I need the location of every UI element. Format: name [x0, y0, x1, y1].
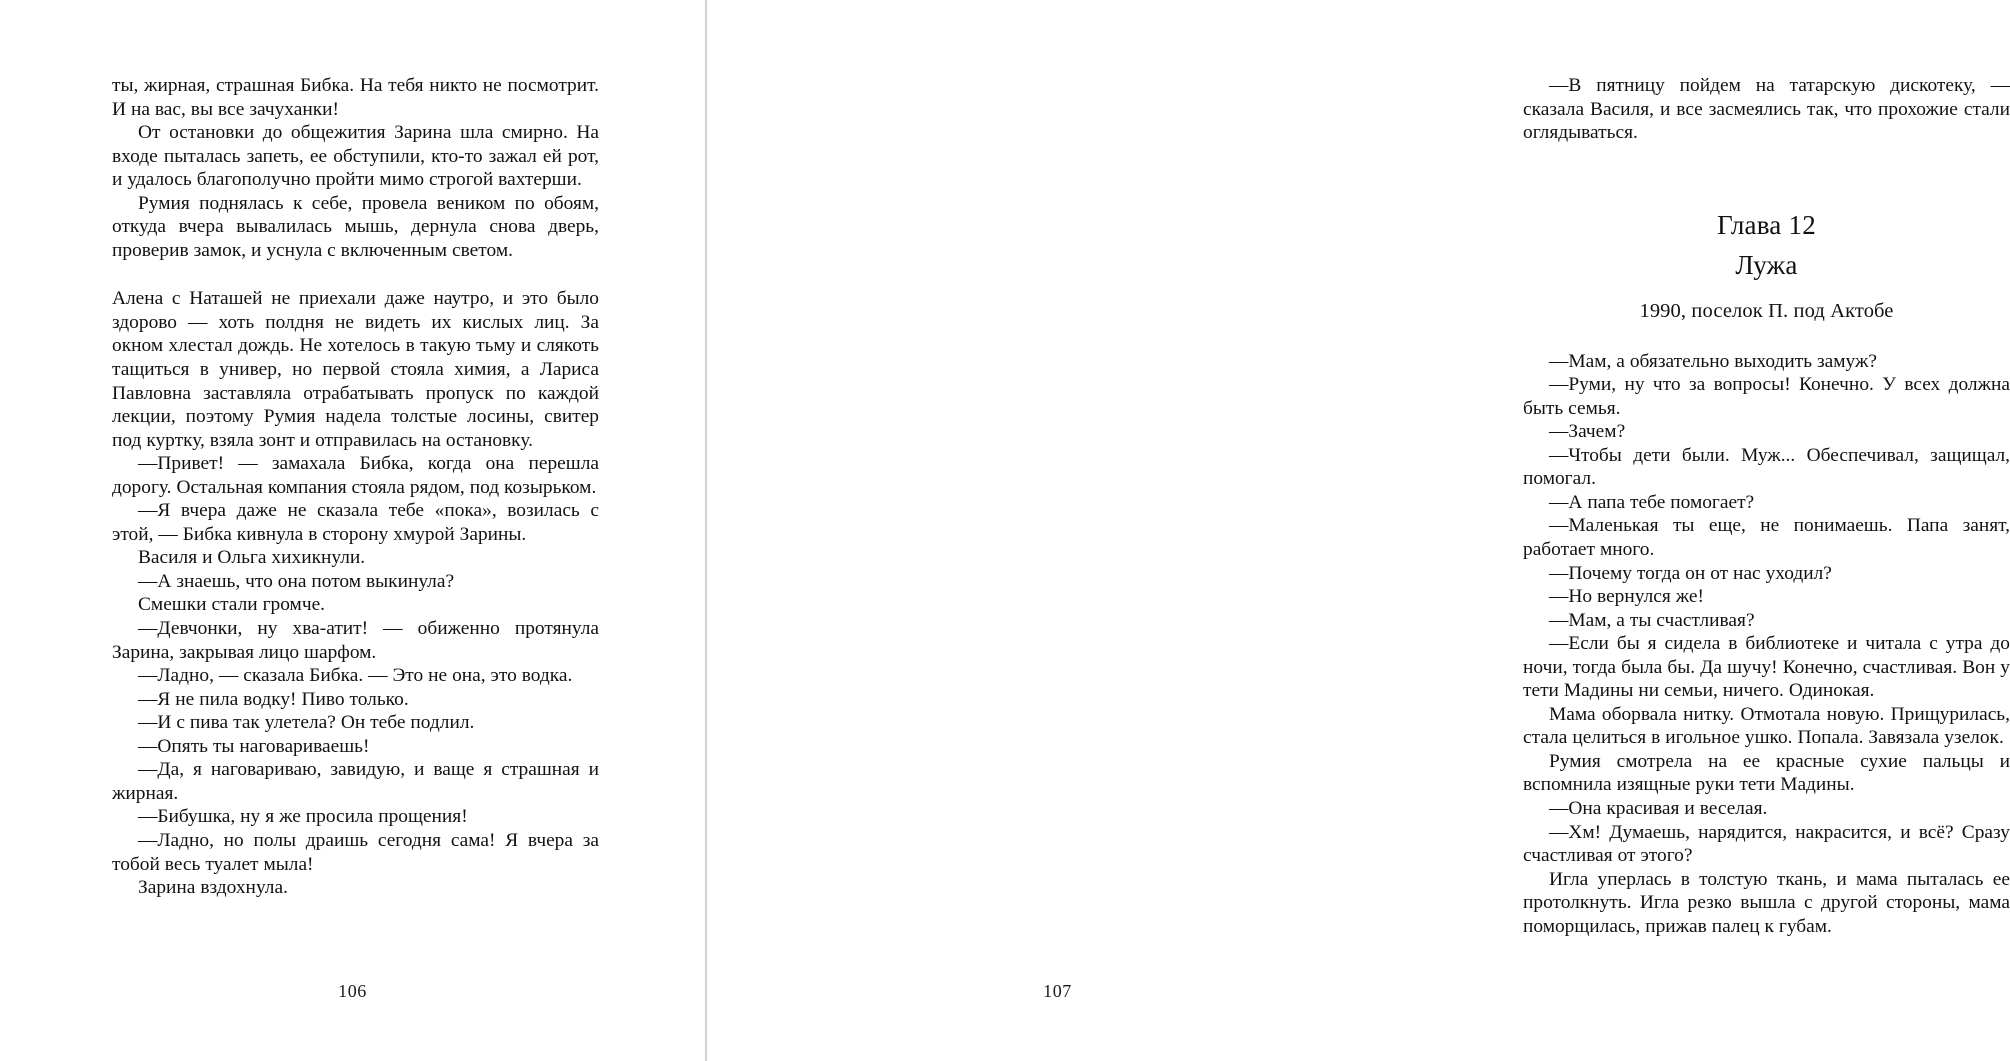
page-number-right: 107: [1043, 981, 1072, 1001]
paragraph: Игла уперлась в толстую ткань, и мама пыталась ее протолкнуть. Игла резко вышла с другой стороны, мама поморщилась, прижав палец к губам.: [1523, 868, 2010, 937]
paragraph: —Но вернулся же!: [1549, 586, 1704, 608]
page-number-left: 106: [338, 981, 367, 1001]
paragraph: —Девчонки, ну хва-атит! — обиженно протянула Зарина, закрывая лицо шарфом.: [112, 618, 599, 663]
paragraph: —Привет! — замахала Бибка, когда она перешла дорогу. Остальная компания стояла рядом, под козырьком.: [112, 453, 599, 498]
paragraph: —Почему тогда он от нас уходил?: [1549, 562, 1832, 584]
paragraph: —Она красивая и веселая.: [1549, 798, 1768, 820]
paragraph: —Хм! Думаешь, нарядится, накрасится, и всё? Сразу счастливая от этого?: [1523, 821, 2010, 867]
paragraph: —Ладно, но полы драишь сегодня сама! Я вчера за тобой весь туалет мыла!: [112, 829, 599, 875]
paragraph: —Бибушка, ну я же просила прощения!: [138, 806, 468, 828]
paragraph: —И с пива так улетела? Он тебе подлил.: [138, 712, 475, 734]
spread-gutter-divider: [705, 0, 707, 1061]
page-left: [0, 0, 705, 1061]
right-page-lead: [1523, 74, 2010, 145]
paragraph: —Маленькая ты еще, не понимаешь. Папа занят, работает много.: [1523, 515, 2010, 561]
paragraph: ты, жирная, страшная Бибка. На тебя никто не посмотрит. И на вас, вы все зачуханки!: [112, 75, 599, 120]
paragraph: От остановки до общежития Зарина шла смирно. На входе пыталась запеть, ее обступили, кто-то зажал ей рот, и удалось благополучно пройти мимо строгой вахтерши.: [112, 122, 599, 191]
left-page-textblock: [112, 74, 599, 900]
paragraph: —Чтобы дети были. Муж... Обеспечивал, защищал, помогал.: [1523, 444, 2010, 490]
paragraph: —Да, я наговариваю, завидую, и ваще я страшная и жирная.: [112, 759, 599, 804]
chapter-number: Глава 12: [1717, 209, 1816, 240]
paragraph: —Если бы я сидела в библиотеке и читала с утра до ночи, тогда была бы. Да шучу! Конечно, счастливая. Вон у тети Мадины ни семьи, ничего. Одинокая.: [1523, 633, 2010, 702]
paragraph: Василя и Ольга хихикнули.: [138, 547, 366, 569]
paragraph: —Зачем?: [1549, 421, 1626, 443]
paragraph: —Опять ты наговариваешь!: [138, 735, 370, 757]
paragraph: Алена с Наташей не приехали даже наутро, и это было здорово — хоть полдня не видеть их кислых лиц. За окном хлестал дождь. Не хотелось в такую тьму и слякоть тащиться в универ, но первой стояла химия, а Лариса Павловна заставляла отрабатывать пропуск по каждой лекции, поэтому Румия надела толстые лосины, свитер под куртку, взяла зонт и отправилась на остановку.: [112, 288, 599, 451]
paragraph: —Я не пила водку! Пиво только.: [138, 688, 409, 710]
paragraph: Зарина вздохнула.: [138, 877, 288, 899]
paragraph: Мама оборвала нитку. Отмотала новую. Прищурилась, стала целиться в игольное ушко. Попала. Завязала узелок.: [1523, 703, 2010, 749]
paragraph: —Мам, а обязательно выходить замуж?: [1549, 350, 1878, 372]
paragraph: —Я вчера даже не сказала тебе «пока», возилась с этой, — Бибка кивнула в сторону хмурой Зарины.: [112, 500, 599, 545]
paragraph: —Ладно, — сказала Бибка. — Это не она, это водка.: [138, 665, 573, 687]
paragraph: —Мам, а ты счастливая?: [1549, 609, 1755, 631]
chapter-heading: [1523, 205, 2010, 328]
paragraph: —А папа тебе помогает?: [1549, 491, 1755, 513]
paragraph: Румия смотрела на ее красные сухие пальцы и вспомнила изящные руки тети Мадины.: [1523, 750, 2010, 796]
chapter-place-and-date: 1990, поселок П. под Актобе: [1639, 299, 1894, 322]
left-page-body: [112, 74, 599, 900]
paragraph: Румия поднялась к себе, провела веником по обоям, откуда вчера вывалилась мышь, дернула снова дверь, проверив замок, и уснула с включенным светом.: [112, 192, 599, 261]
paragraph: —Руми, ну что за вопросы! Конечно. У всех должна быть семья.: [1523, 374, 2010, 419]
right-page-body: [1523, 350, 2010, 939]
paragraph: —А знаешь, что она потом выкинула?: [138, 570, 455, 592]
right-page-textblock: [1523, 74, 2010, 938]
page-right: [705, 0, 2010, 1061]
paragraph: Смешки стали громче.: [138, 594, 326, 616]
paragraph: —В пятницу пойдем на татарскую дискотеку, — сказала Василя, и все засмеялись так, что прохожие стали оглядываться.: [1523, 75, 2010, 144]
chapter-title: Лужа: [1735, 249, 1798, 280]
